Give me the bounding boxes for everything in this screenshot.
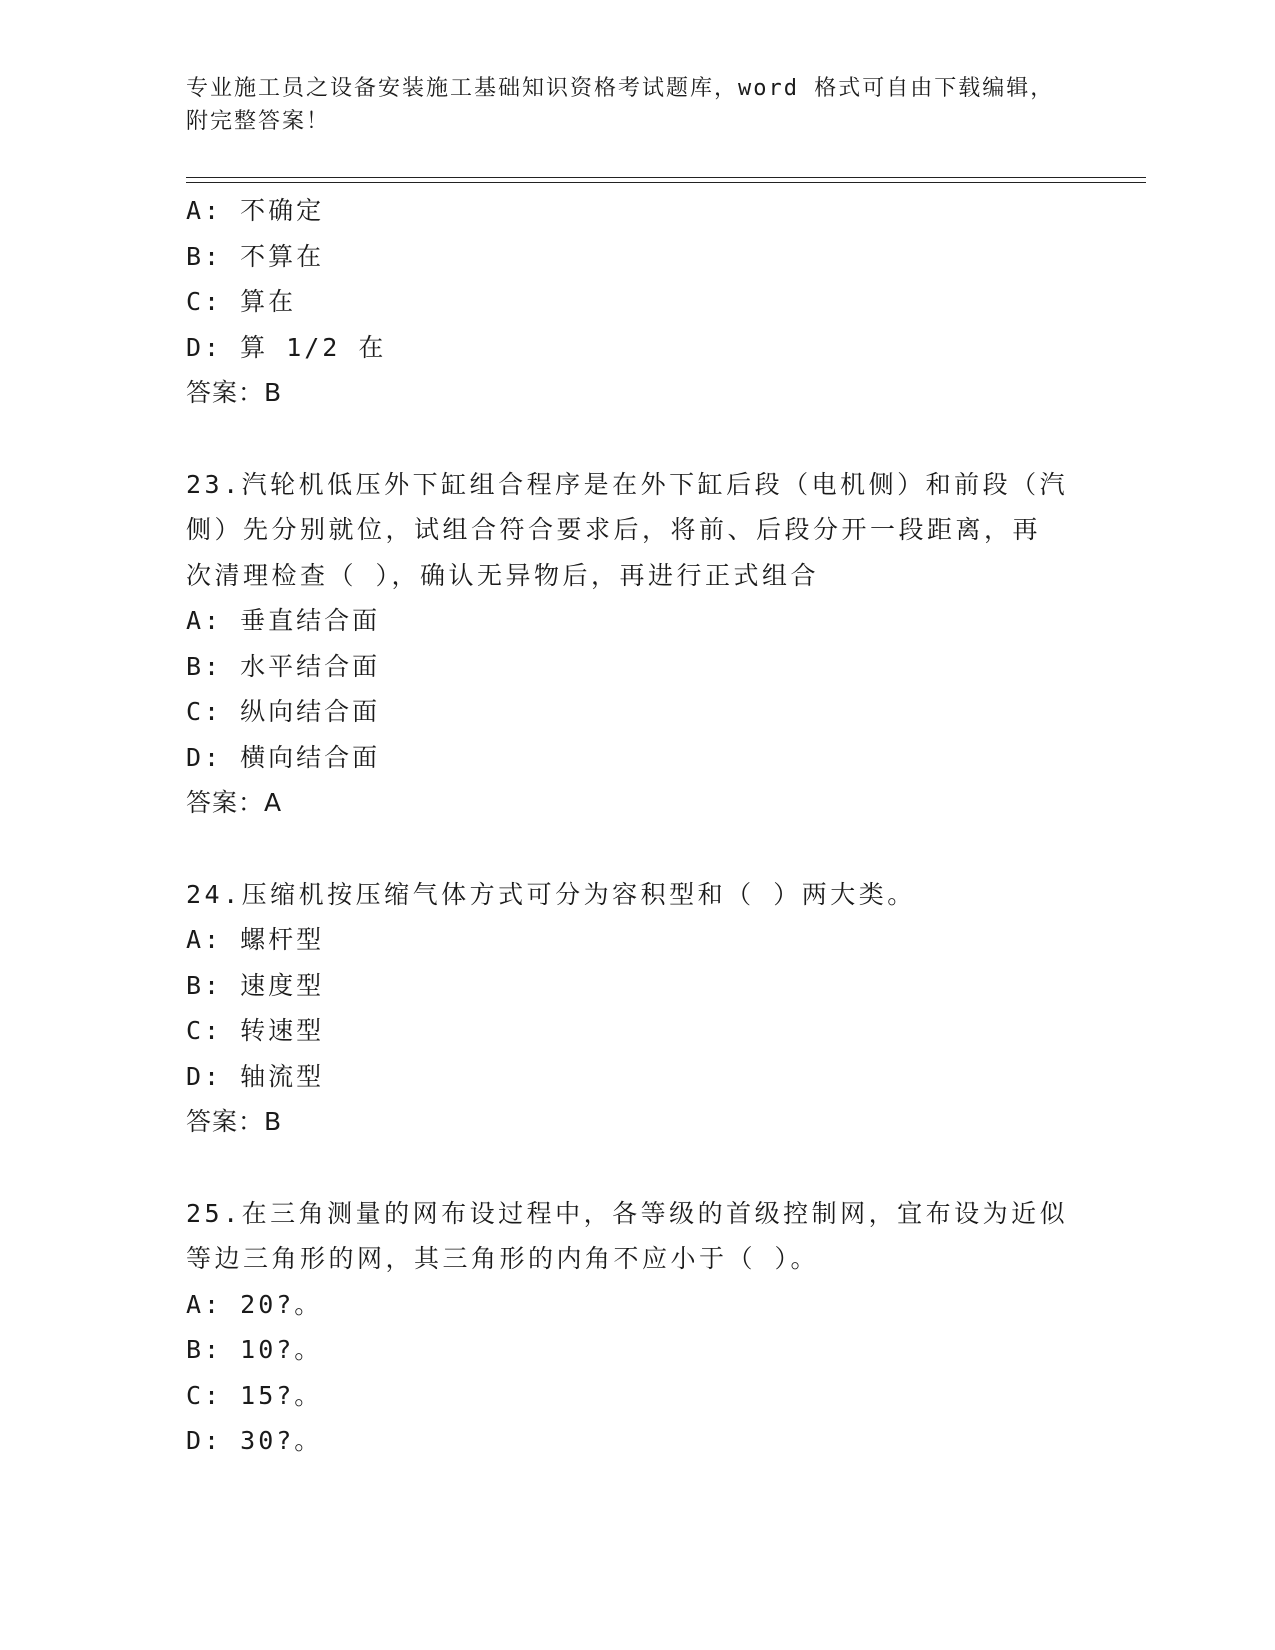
option-d: D: 30?。 (186, 1426, 323, 1455)
option-d: D: 轴流型 (186, 1061, 325, 1091)
option-c: C: 纵向结合面 (186, 697, 381, 726)
header-divider-bottom (186, 182, 1146, 183)
option-d: D: 横向结合面 (186, 742, 381, 772)
answer: 答案：A (186, 788, 283, 817)
header-line-1: 专业施工员之设备安装施工基础知识资格考试题库，word 格式可自由下载编辑， (186, 76, 1055, 101)
option-a: A: 20?。 (186, 1289, 323, 1319)
question-stem (186, 462, 1086, 599)
stem-line: 次清理检查（ ），确认无异物后，再进行正式组合 (186, 560, 820, 590)
question-stem (186, 1191, 1086, 1282)
option-c: C: 15?。 (186, 1380, 323, 1410)
option-b: B: 不算在 (186, 241, 325, 271)
document-header (186, 72, 1086, 138)
question-24 (186, 872, 1086, 1145)
option-a: A: 螺杆型 (186, 925, 325, 954)
question-23 (186, 462, 1086, 826)
stem-line: 24.压缩机按压缩气体方式可分为容积型和（ ）两大类。 (186, 879, 916, 909)
option-d: D: 算 1/2 在 (186, 332, 387, 362)
stem-line: 25.在三角测量的网布设过程中，各等级的首级控制网，宜布设为近似 (186, 1198, 1069, 1228)
option-c: C: 转速型 (186, 1016, 325, 1045)
header-line-2: 附完整答案！ (186, 109, 331, 134)
question-stem (186, 872, 1086, 918)
option-a: A: 不确定 (186, 196, 325, 225)
stem-line: 23.汽轮机低压外下缸组合程序是在外下缸后段（电机侧）和前段（汽 (186, 469, 1069, 499)
answer: 答案：B (186, 1107, 283, 1136)
header-divider-top (186, 177, 1146, 178)
option-c: C: 算在 (186, 287, 297, 316)
answer: 答案：B (186, 378, 283, 407)
stem-line: 侧）先分别就位，试组合符合要求后，将前、后段分开一段距离，再 (186, 515, 1042, 544)
question-25 (186, 1191, 1086, 1464)
option-a: A: 垂直结合面 (186, 606, 381, 635)
option-b: B: 10?。 (186, 1335, 323, 1364)
option-b: B: 速度型 (186, 970, 325, 1000)
question-22 (186, 188, 1086, 416)
option-b: B: 水平结合面 (186, 651, 381, 681)
question-list (186, 188, 1086, 1464)
stem-line: 等边三角形的网，其三角形的内角不应小于（ ）。 (186, 1244, 820, 1273)
